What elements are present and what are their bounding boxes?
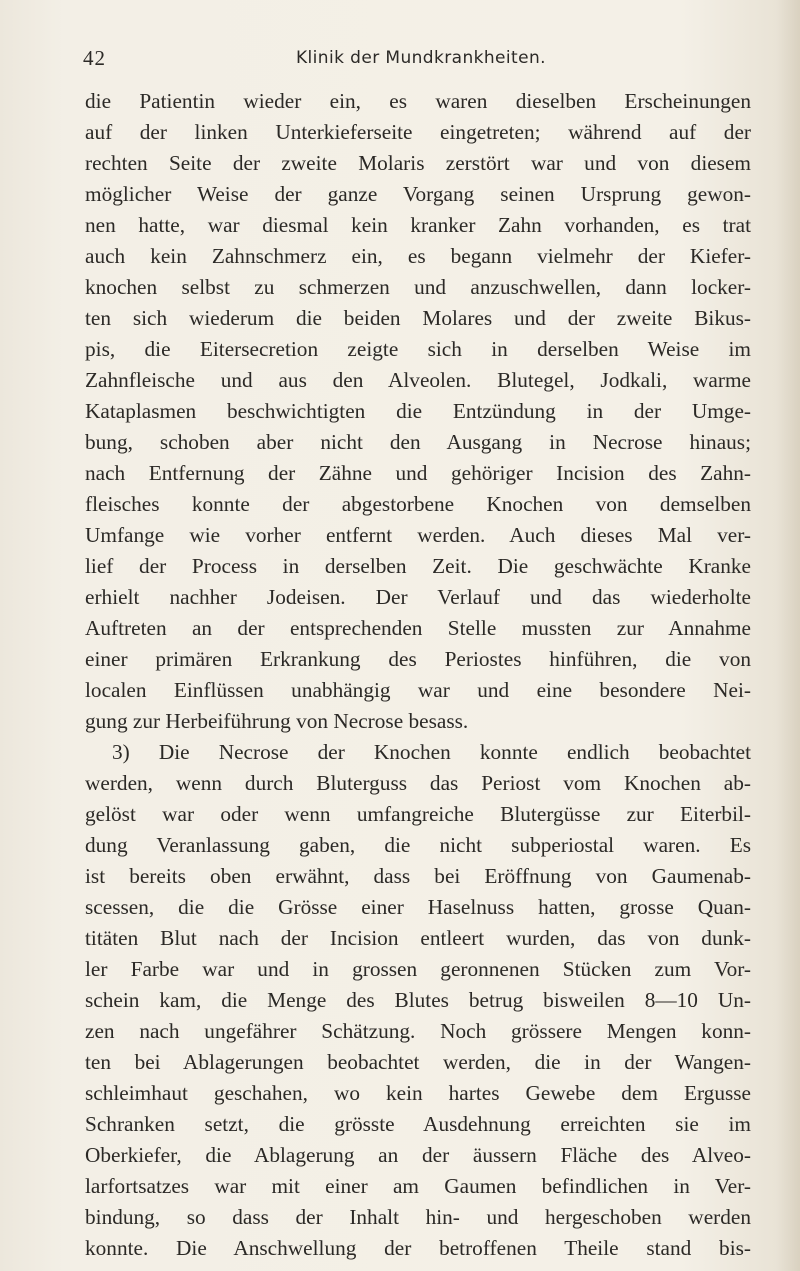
running-head: Klinik der Mundkrankheiten.: [296, 48, 546, 68]
text-line: lief der Process in derselben Zeit. Die geschwächte Kranke: [85, 554, 751, 578]
text-line: die Patientin wieder ein, es waren dieselben Erscheinungen: [85, 89, 751, 113]
text-line: auch kein Zahnschmerz ein, es begann vielmehr der Kiefer-: [85, 244, 751, 268]
text-line: erhielt nachher Jodeisen. Der Verlauf und das wiederholte: [85, 585, 751, 609]
text-line: Schranken setzt, die grösste Ausdehnung erreichten sie im: [85, 1112, 751, 1136]
text-line: ten sich wiederum die beiden Molares und der zweite Bikus-: [85, 306, 751, 330]
page-number: 42: [83, 46, 106, 70]
text-line: nen hatte, war diesmal kein kranker Zahn vorhanden, es trat: [85, 213, 751, 237]
page-header: [0, 46, 800, 76]
text-line: dung Veranlassung gaben, die nicht subperiostal waren. Es: [85, 833, 751, 857]
text-line: larfortsatzes war mit einer am Gaumen befindlichen in Ver-: [85, 1174, 751, 1198]
text-line: rechten Seite der zweite Molaris zerstört war und von diesem: [85, 151, 751, 175]
text-line: ist bereits oben erwähnt, dass bei Eröffnung von Gaumenab-: [85, 864, 751, 888]
section-3-start-line: 3) Die Necrose der Knochen konnte endlich beobachtet: [112, 740, 751, 764]
text-line: zen nach ungefährer Schätzung. Noch grössere Mengen konn-: [85, 1019, 751, 1043]
text-line: auf der linken Unterkieferseite eingetreten; während auf der: [85, 120, 751, 144]
text-line: scessen, die die Grösse einer Haselnuss hatten, grosse Quan-: [85, 895, 751, 919]
text-line: localen Einflüssen unabhängig war und eine besondere Nei-: [85, 678, 751, 702]
text-line: möglicher Weise der ganze Vorgang seinen Ursprung gewon-: [85, 182, 751, 206]
text-line: titäten Blut nach der Incision entleert wurden, das von dunk-: [85, 926, 751, 950]
text-line: schein kam, die Menge des Blutes betrug bisweilen 8—10 Un-: [85, 988, 751, 1012]
text-line: einer primären Erkrankung des Periostes hinführen, die von: [85, 647, 751, 671]
text-line: pis, die Eitersecretion zeigte sich in derselben Weise im: [85, 337, 751, 361]
text-line: Umfange wie vorher entfernt werden. Auch dieses Mal ver-: [85, 523, 751, 547]
text-line: Auftreten an der entsprechenden Stelle mussten zur Annahme: [85, 616, 751, 640]
text-line: Kataplasmen beschwichtigten die Entzündung in der Umge-: [85, 399, 751, 423]
text-line: ten bei Ablagerungen beobachtet werden, die in der Wangen-: [85, 1050, 751, 1074]
text-line: schleimhaut geschahen, wo kein hartes Gewebe dem Ergusse: [85, 1081, 751, 1105]
paragraph-end-line: gung zur Herbeiführung von Necrose besass.: [85, 709, 469, 733]
text-line: nach Entfernung der Zähne und gehöriger Incision des Zahn-: [85, 461, 751, 485]
text-line: Zahnfleische und aus den Alveolen. Blutegel, Jodkali, warme: [85, 368, 751, 392]
text-line: knochen selbst zu schmerzen und anzuschwellen, dann locker-: [85, 275, 751, 299]
text-line: bindung, so dass der Inhalt hin- und hergeschoben werden: [85, 1205, 751, 1229]
text-line: gelöst war oder wenn umfangreiche Blutergüsse zur Eiterbil-: [85, 802, 751, 826]
text-line: konnte. Die Anschwellung der betroffenen Theile stand bis-: [85, 1236, 751, 1260]
body-text: [85, 86, 751, 1264]
text-line: ler Farbe war und in grossen geronnenen Stücken zum Vor-: [85, 957, 751, 981]
text-line: werden, wenn durch Bluterguss das Periost vom Knochen ab-: [85, 771, 751, 795]
text-line: fleisches konnte der abgestorbene Knochen von demselben: [85, 492, 751, 516]
text-line: Oberkiefer, die Ablagerung an der äussern Fläche des Alveo-: [85, 1143, 751, 1167]
text-line: bung, schoben aber nicht den Ausgang in Necrose hinaus;: [85, 430, 751, 454]
